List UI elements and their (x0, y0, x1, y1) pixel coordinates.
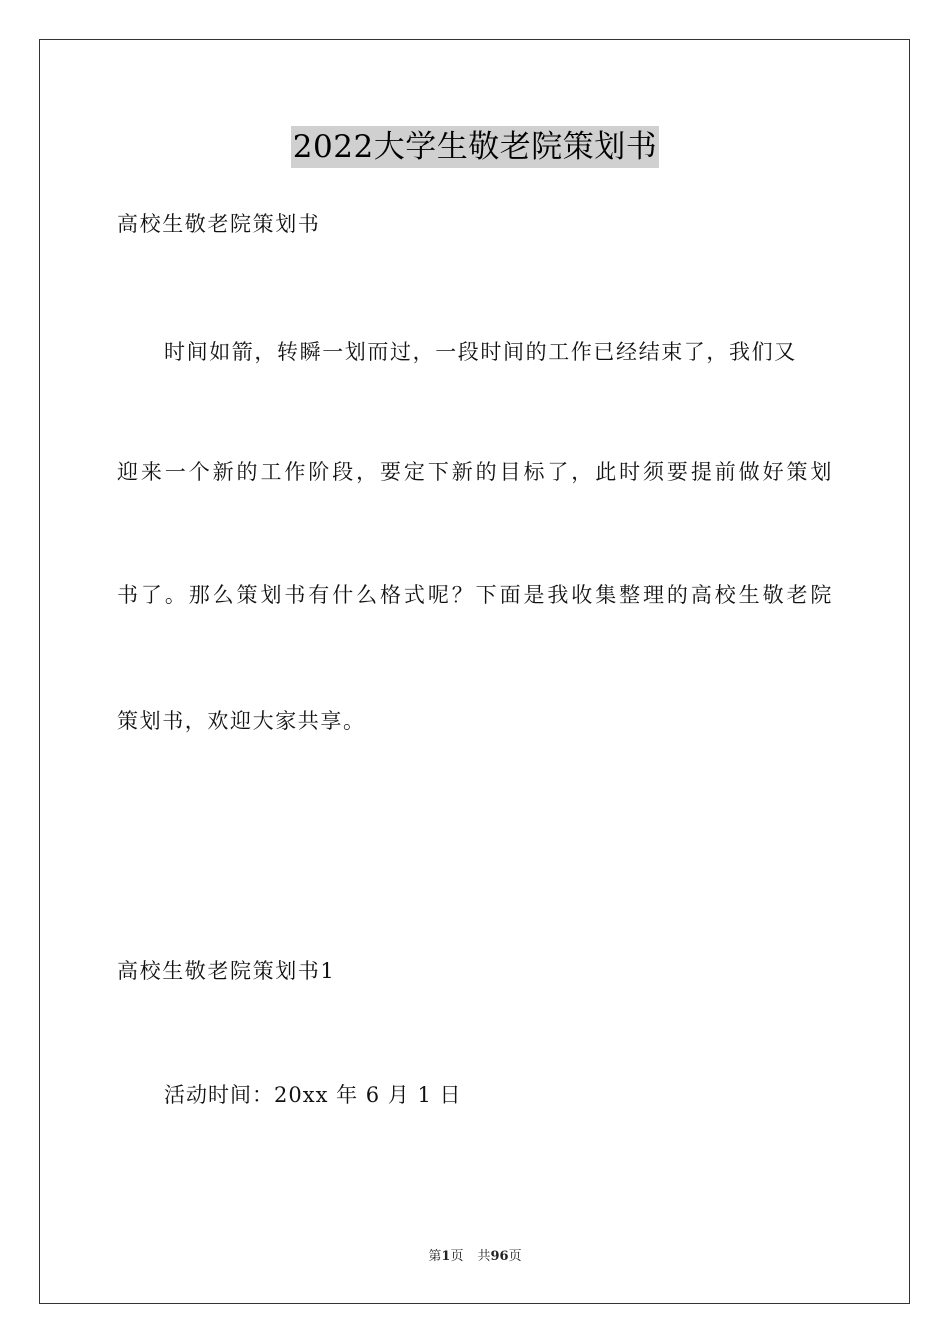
intro-line-2: 迎来一个新的工作阶段，要定下新的目标了，此时须要提前做好策划 (117, 460, 833, 484)
intro-line-1: 时间如箭，转瞬一划而过，一段时间的工作已经结束了，我们又 (164, 340, 797, 364)
page-footer (0, 1248, 950, 1266)
document-title: 2022大学生敬老院策划书 (291, 126, 659, 168)
footer-total-pages: 96 (490, 1249, 509, 1264)
footer-page-prefix: 第 (428, 1249, 442, 1264)
intro-line-3: 书了。那么策划书有什么格式呢？下面是我收集整理的高校生敬老院 (117, 583, 833, 607)
activity-time: 活动时间：20xx 年 6 月 1 日 (164, 1083, 462, 1107)
footer-page-suffix: 页 (450, 1249, 464, 1264)
document-subtitle: 高校生敬老院策划书 (117, 212, 321, 236)
footer-total-suffix: 页 (508, 1249, 522, 1264)
section-heading: 高校生敬老院策划书1 (117, 959, 336, 983)
intro-line-4: 策划书，欢迎大家共享。 (117, 709, 366, 733)
title-container (0, 126, 950, 168)
footer-total-prefix: 共 (477, 1249, 491, 1264)
footer-page-number: 1 (441, 1249, 451, 1264)
